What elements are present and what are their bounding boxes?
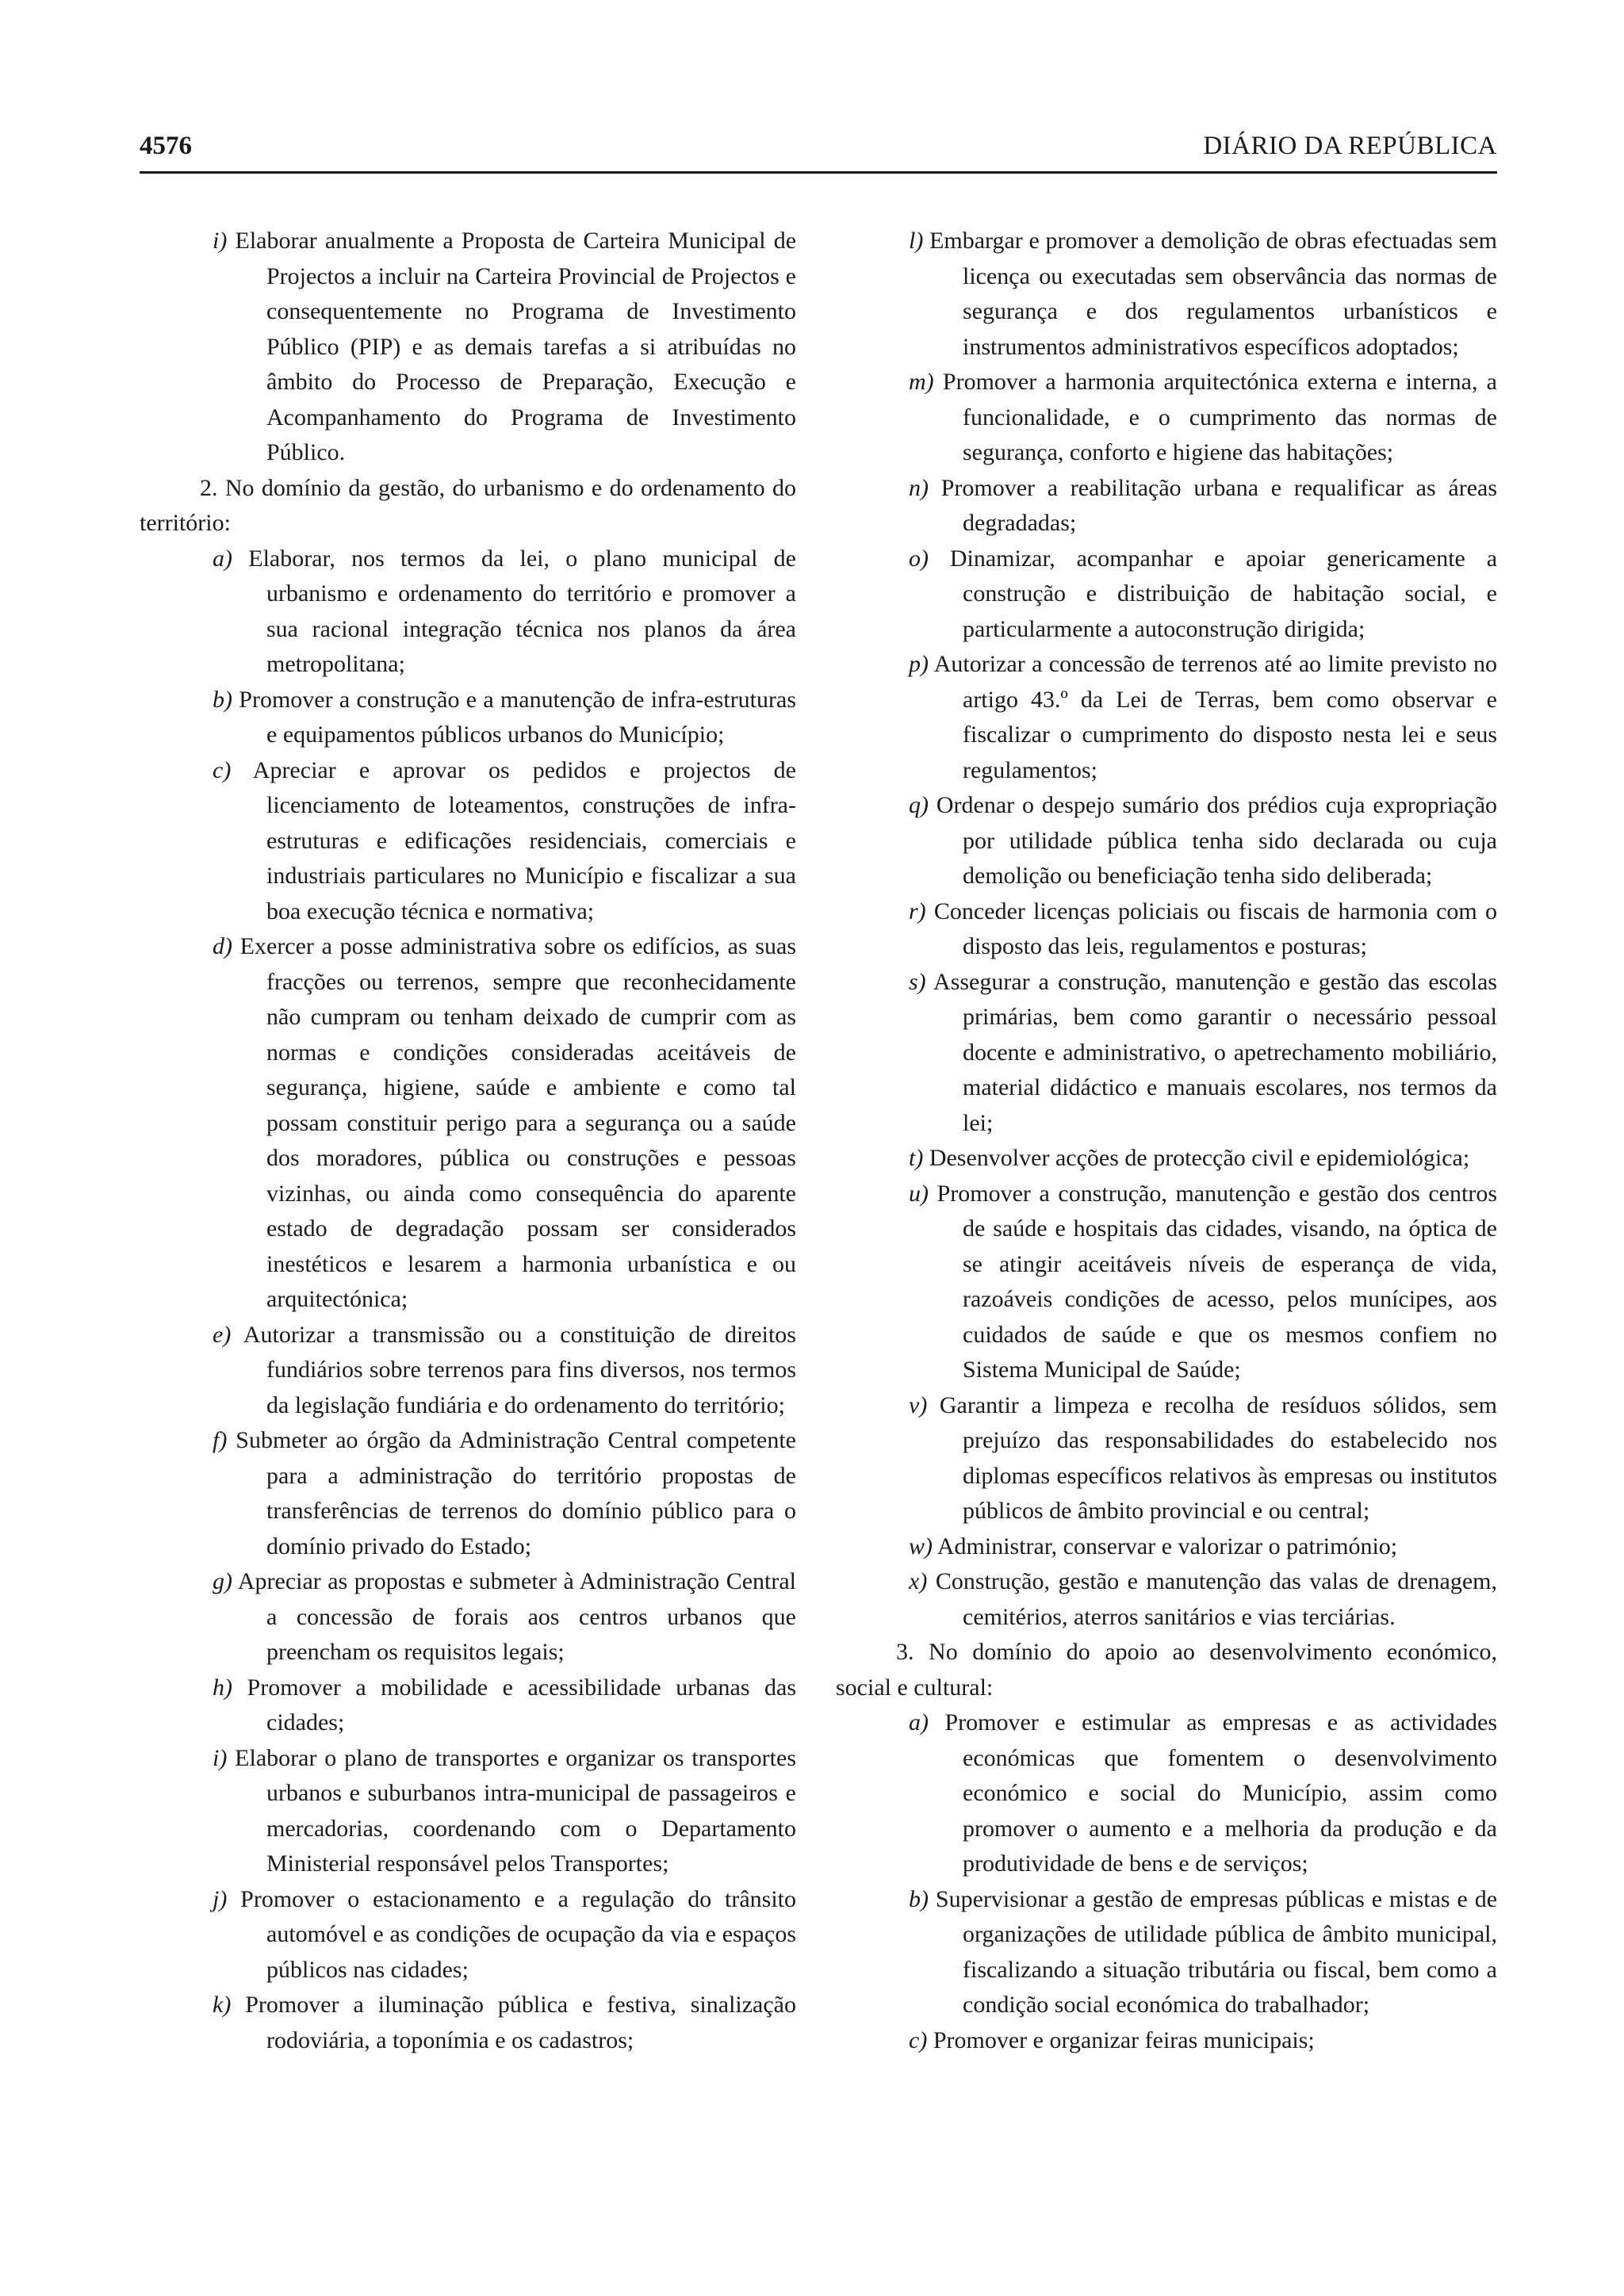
list-item-label: e) — [213, 1321, 232, 1348]
page-number: 4576 — [140, 132, 192, 160]
list-item-label: c) — [909, 2026, 928, 2053]
list-item-text: Ordenar o despejo sumário dos prédios cuja expropriação por utilidade pública tenha sido declarada ou cuja demolição ou beneficiação tenha sido deliberada; — [936, 792, 1498, 889]
list-item-label: b) — [909, 1885, 929, 1912]
list-item-text: Apreciar e aprovar os pedidos e projectos de licenciamento de loteamentos, construções de infra-estruturas e edificações residenciais, comerciais e industriais particulares no Município e fiscalizar a sua boa execução técnica e normativa; — [252, 756, 796, 924]
right-column — [836, 224, 1497, 2058]
list-item-label: t) — [909, 1145, 924, 1171]
list-item-label: j) — [213, 1885, 228, 1912]
list-item-label: a) — [213, 545, 232, 572]
page-header — [140, 132, 1497, 174]
list-item — [836, 1882, 1497, 2023]
list-item-text: Assegurar a construção, manutenção e gestão das escolas primárias, bem como garantir o necessário pessoal docente e administrativo, o apetrechamento mobiliário, material didáctico e manuais escolares, nos termos da lei; — [933, 968, 1497, 1136]
list-item — [836, 471, 1497, 541]
list-item — [836, 894, 1497, 965]
list-item-label: n) — [909, 474, 929, 501]
list-item-label: s) — [909, 968, 926, 995]
list-item-label: v) — [909, 1391, 928, 1418]
list-item — [836, 1177, 1497, 1388]
list-item-text: Administrar, conservar e valorizar o património; — [936, 1533, 1398, 1559]
list-item — [836, 1141, 1497, 1177]
list-item-label: r) — [909, 897, 926, 924]
list-item — [836, 1564, 1497, 1635]
list-item-text: Elaborar, nos termos da lei, o plano municipal de urbanismo e ordenamento do território e promover a sua racional integração técnica nos planos da área metropolitana; — [248, 545, 796, 677]
list-item — [140, 1318, 796, 1424]
list-item-text: Elaborar anualmente a Proposta de Carteira Municipal de Projectos a incluir na Carteira Provincial de Projectos e consequentemente no Programa de Investimento Público (PIP) e as demais tarefas a si atribuídas no âmbito do Processo de Preparação, Execução e Acompanhamento do Programa de Investimento Público. — [235, 228, 797, 465]
list-item-text: Embargar e promover a demolição de obras efectuadas sem licença ou executadas sem observância das normas de segurança e dos regulamentos urbanísticos e instrumentos administrativos específicos adoptados; — [929, 228, 1498, 360]
list-item — [836, 365, 1497, 471]
journal-title: DIÁRIO DA REPÚBLICA — [1203, 132, 1497, 160]
list-item — [140, 1988, 796, 2058]
list-item — [140, 683, 796, 753]
list-item-label: w) — [909, 1533, 933, 1559]
list-item-label: f) — [213, 1427, 228, 1453]
list-item-text: Promover o estacionamento e a regulação do trânsito automóvel e as condições de ocupação da via e espaços públicos nas cidades; — [240, 1885, 796, 1983]
list-item-text: Elaborar o plano de transportes e organizar os transportes urbanos e suburbanos intra-municipal de passageiros e mercadorias, coordenando com o Departamento Ministerial responsável pelos Transportes; — [235, 1744, 796, 1877]
list-item — [140, 1882, 796, 1988]
list-item-text: Desenvolver acções de protecção civil e epidemiológica; — [929, 1145, 1470, 1171]
list-item-label: l) — [909, 228, 924, 254]
list-item-label: i) — [213, 1744, 228, 1771]
list-item-text: Autorizar a concessão de terrenos até ao limite previsto no artigo 43.º da Lei de Terras, bem como observar e fiscalizar o cumprimento do disposto nesta lei e seus regulamentos; — [933, 651, 1497, 783]
list-item-label: g) — [213, 1568, 232, 1594]
list-item — [836, 2023, 1497, 2059]
list-item — [836, 1529, 1497, 1565]
list-item-text: Garantir a limpeza e recolha de resíduos sólidos, sem prejuízo das responsabilidades do estabelecido nos diplomas específicos relativos às empresas ou institutos públicos de âmbito provincial e ou central; — [939, 1391, 1498, 1524]
list-item-text: Promover a construção e a manutenção de infra-estruturas e equipamentos públicos urbanos do Município; — [239, 686, 796, 748]
list-item — [836, 647, 1497, 788]
section-heading: 3. No domínio do apoio ao desenvolvimento económico, social e cultural: — [836, 1639, 1497, 1701]
list-item-label: u) — [909, 1180, 929, 1207]
list-item-text: Submeter ao órgão da Administração Central competente para a administração do território propostas de transferências de terrenos do domínio público para o domínio privado do Estado; — [236, 1427, 796, 1559]
list-item — [836, 1388, 1497, 1529]
list-item-text: Apreciar as propostas e submeter à Administração Central a concessão de forais aos centros urbanos que preencham os requisitos legais; — [237, 1568, 796, 1665]
list-item-label: a) — [909, 1709, 929, 1735]
list-item — [836, 541, 1497, 648]
list-item-label: h) — [213, 1674, 232, 1701]
list-item-text: Promover e organizar feiras municipais; — [933, 2026, 1315, 2053]
list-item — [836, 965, 1497, 1142]
list-item-label: q) — [909, 792, 929, 818]
list-item-label: b) — [213, 686, 232, 713]
list-item-text: Dinamizar, acompanhar e apoiar genericamente a construção e distribuição de habitação social, e particularmente a autoconstrução dirigida; — [949, 545, 1498, 642]
list-item-text: Construção, gestão e manutenção das valas de drenagem, cemitérios, aterros sanitários e vias terciárias. — [935, 1568, 1498, 1630]
list-item — [140, 541, 796, 683]
section-heading: 2. No domínio da gestão, do urbanismo e do ordenamento do território: — [140, 474, 796, 536]
list-item — [836, 1705, 1497, 1882]
list-item-label: k) — [213, 1992, 232, 2018]
list-item — [140, 1670, 796, 1741]
list-item — [836, 788, 1497, 894]
list-item — [140, 1741, 796, 1882]
list-item-label: i) — [213, 228, 228, 254]
list-item — [140, 753, 796, 930]
list-item — [140, 1564, 796, 1670]
list-item-text: Conceder licenças policiais ou fiscais de harmonia com o disposto das leis, regulamentos e posturas; — [933, 897, 1497, 959]
list-item-text: Autorizar a transmissão ou a constituição de direitos fundiários sobre terrenos para fins diversos, nos termos da legislação fundiária e do ordenamento do território; — [243, 1321, 796, 1418]
list-item-text: Promover e estimular as empresas e as actividades económicas que fomentem o desenvolvimento económico e social do Município, assim como promover o aumento e a melhoria da produção e da produtividade de bens e de serviços; — [944, 1709, 1497, 1877]
list-item-text: Promover a reabilitação urbana e requalificar as áreas degradadas; — [940, 474, 1497, 536]
list-item-label: d) — [213, 933, 232, 959]
list-item-label: m) — [909, 369, 934, 395]
list-item — [140, 1423, 796, 1564]
list-item-text: Promover a harmonia arquitectónica externa e interna, a funcionalidade, e o cumprimento das normas de segurança, conforto e higiene das habitações; — [942, 369, 1497, 465]
left-column — [140, 224, 796, 2058]
list-item-text: Promover a mobilidade e acessibilidade urbanas das cidades; — [247, 1674, 796, 1735]
list-item-label: x) — [909, 1568, 928, 1594]
list-item-text: Promover a construção, manutenção e gestão dos centros de saúde e hospitais das cidades, visando, na óptica de se atingir aceitáveis níveis de esperança de vida, razoáveis condições de acesso, pelos munícipes, aos cuidados de saúde e que os mesmos confiem no Sistema Municipal de Saúde; — [936, 1180, 1497, 1383]
list-item — [140, 929, 796, 1318]
list-item — [140, 224, 796, 471]
list-item-label: p) — [909, 651, 929, 677]
list-item-text: Supervisionar a gestão de empresas públicas e mistas e de organizações de utilidade pública de âmbito municipal, fiscalizando a situação tributária ou fiscal, bem como a condição social económica do trabalhador; — [935, 1885, 1498, 2018]
list-item-label: o) — [909, 545, 929, 572]
list-item-label: c) — [213, 756, 232, 783]
list-item-text: Promover a iluminação pública e festiva, sinalização rodoviária, a toponímia e os cadastros; — [245, 1992, 796, 2053]
list-item-text: Exercer a posse administrativa sobre os edifícios, as suas fracções ou terrenos, sempre que reconhecidamente não cumpram ou tenham deixado de cumprir com as normas e condições consideradas aceitáveis de segurança, higiene, saúde e ambiente e como tal possam constituir perigo para a segurança ou a saúde dos moradores, pública ou construções e pessoas vizinhas, ou ainda como consequência do aparente estado de degradação possam ser considerados inestéticos e lesarem a harmonia urbanística e ou arquitectónica; — [239, 933, 796, 1312]
list-item — [836, 224, 1497, 365]
